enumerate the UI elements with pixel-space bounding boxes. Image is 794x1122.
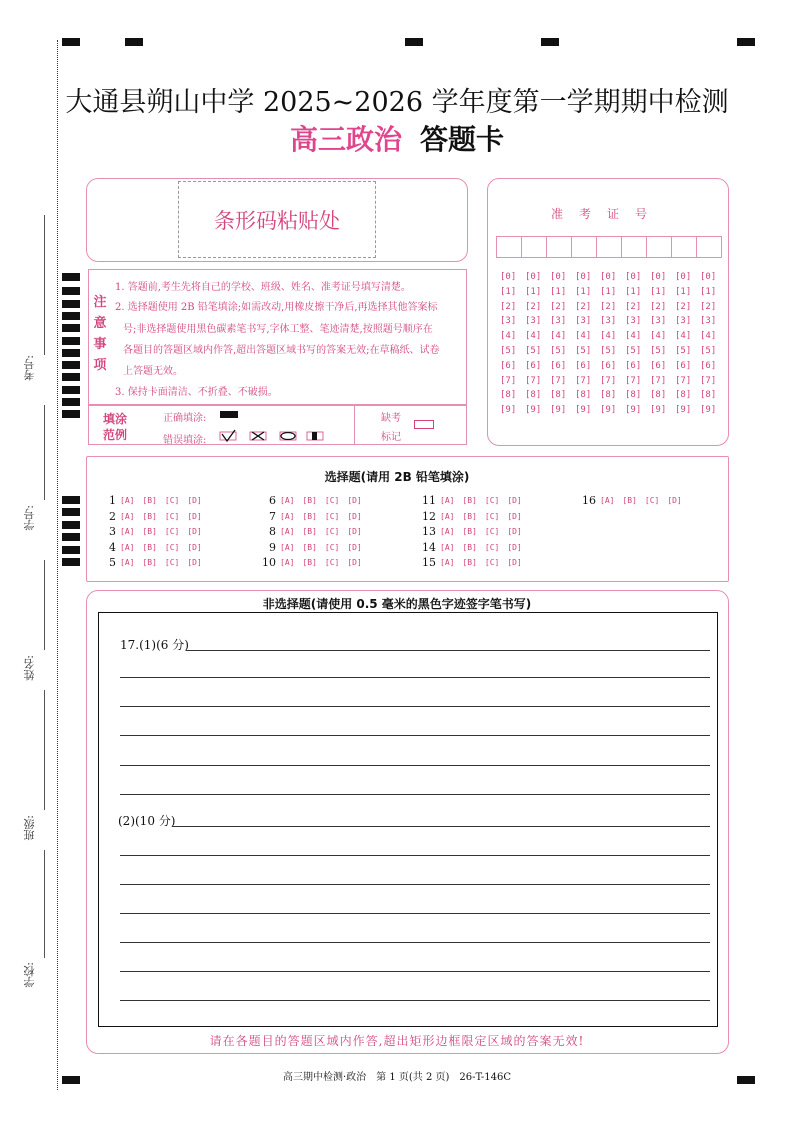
timing-mark	[62, 521, 80, 529]
writing-line[interactable]	[120, 794, 710, 795]
id-cell[interactable]	[646, 236, 672, 258]
fill-label-2: 范例	[103, 428, 128, 442]
question-number: 9	[269, 540, 276, 554]
writing-line[interactable]	[186, 650, 710, 651]
timing-mark	[737, 38, 755, 46]
digit-bubble[interactable]: [8]	[700, 390, 717, 401]
digit-bubble[interactable]: [9]	[525, 405, 542, 416]
timing-mark	[62, 496, 80, 504]
question-number: 6	[269, 494, 276, 507]
digit-bubble[interactable]: [2]	[675, 301, 692, 312]
digit-bubble[interactable]: [7]	[500, 375, 517, 386]
option-bubble[interactable]: [C]	[324, 558, 340, 567]
digit-bubble[interactable]: [2]	[575, 301, 592, 312]
digit-bubble[interactable]: [8]	[625, 390, 642, 401]
option-bubble[interactable]: [A]	[440, 511, 455, 521]
digit-bubble[interactable]: [8]	[500, 390, 517, 401]
choice-question	[100, 525, 210, 538]
id-cell[interactable]	[521, 236, 547, 258]
option-bubble[interactable]: [C]	[484, 558, 500, 567]
exam-id-title: 准考证号	[550, 207, 663, 221]
digit-bubble[interactable]: [0]	[575, 272, 592, 282]
option-bubble[interactable]: [D]	[347, 558, 362, 567]
choice-question	[420, 510, 530, 523]
digit-row	[500, 405, 725, 415]
choice-question	[100, 494, 210, 507]
digit-bubble[interactable]: [2]	[650, 301, 667, 312]
option-bubble[interactable]: [D]	[187, 527, 202, 536]
timing-mark	[62, 337, 80, 345]
option-bubble[interactable]: [A]	[600, 496, 615, 505]
digit-bubble[interactable]: [2]	[700, 301, 717, 312]
digit-bubble[interactable]: [7]	[650, 375, 667, 386]
timing-mark	[62, 546, 80, 554]
writing-line[interactable]	[172, 826, 710, 827]
digit-row	[500, 287, 725, 297]
digit-bubble[interactable]: [1]	[625, 286, 642, 297]
option-bubble[interactable]: [C]	[164, 527, 180, 536]
digit-bubble[interactable]: [7]	[675, 375, 692, 386]
option-bubble[interactable]: [D]	[187, 542, 202, 552]
digit-bubble[interactable]: [4]	[700, 331, 717, 342]
option-bubble[interactable]: [A]	[120, 542, 135, 552]
digit-bubble[interactable]: [4]	[575, 331, 592, 342]
timing-mark	[62, 361, 80, 369]
digit-bubble[interactable]: [3]	[575, 316, 592, 327]
option-bubble[interactable]: [B]	[142, 527, 157, 536]
option-bubble[interactable]: [D]	[507, 558, 522, 567]
option-bubble[interactable]: [A]	[440, 496, 455, 505]
option-bubble[interactable]: [B]	[142, 558, 157, 567]
digit-bubble[interactable]: [3]	[675, 316, 692, 327]
q17-part2-label: (2)(10 分)	[118, 814, 176, 828]
digit-bubble[interactable]: [0]	[500, 272, 517, 282]
note-line: 2. 选择题使用 2B 铅笔填涂;如需改动,用橡皮擦干净后,再选择其他答案标	[115, 302, 438, 313]
digit-bubble[interactable]: [6]	[625, 360, 642, 371]
digit-bubble[interactable]: [1]	[550, 286, 567, 297]
digit-row	[500, 346, 725, 356]
digit-bubble[interactable]: [2]	[525, 301, 542, 312]
digit-bubble[interactable]: [8]	[650, 390, 667, 401]
id-cell[interactable]	[546, 236, 572, 258]
option-bubble[interactable]: [C]	[644, 496, 660, 505]
note-line: 上答题无效。	[123, 366, 183, 377]
wrong-fill-label: 错误填涂:	[163, 435, 207, 446]
fill-label-1: 填涂	[103, 412, 128, 426]
option-bubble[interactable]: [A]	[280, 496, 295, 505]
notes-heading: 注 意 事 项	[93, 295, 107, 373]
option-bubble[interactable]: [B]	[302, 542, 317, 552]
digit-bubble[interactable]: [3]	[500, 316, 517, 327]
digit-bubble[interactable]: [7]	[625, 375, 642, 386]
digit-row	[500, 316, 725, 326]
digit-bubble[interactable]: [9]	[600, 405, 617, 416]
digit-bubble[interactable]: [1]	[575, 286, 592, 297]
option-bubble[interactable]: [D]	[187, 511, 202, 521]
option-bubble[interactable]: [C]	[484, 511, 500, 521]
digit-bubble[interactable]: [3]	[550, 316, 567, 327]
id-cell[interactable]	[621, 236, 647, 258]
digit-bubble[interactable]: [1]	[675, 286, 692, 297]
question-number: 12	[422, 509, 436, 523]
timing-mark	[62, 533, 80, 541]
digit-bubble[interactable]: [3]	[700, 316, 717, 327]
digit-bubble[interactable]: [5]	[675, 346, 692, 356]
option-bubble[interactable]: [C]	[484, 542, 500, 552]
digit-bubble[interactable]: [0]	[675, 272, 692, 282]
option-bubble[interactable]: [B]	[462, 558, 477, 567]
choice-question	[260, 510, 370, 523]
warning-text: 请在各题目的答题区域内作答,超出矩形边框限定区域的答案无效!	[209, 1034, 585, 1048]
digit-bubble[interactable]: [0]	[550, 272, 567, 282]
question-number: 11	[422, 494, 436, 507]
option-bubble[interactable]: [A]	[120, 527, 135, 536]
timing-mark	[62, 273, 80, 281]
digit-bubble[interactable]: [5]	[500, 346, 517, 356]
option-bubble[interactable]: [D]	[347, 511, 362, 521]
digit-bubble[interactable]: [6]	[600, 360, 617, 371]
option-bubble[interactable]: [D]	[667, 496, 682, 505]
option-bubble[interactable]: [A]	[280, 511, 295, 521]
option-bubble[interactable]: [B]	[142, 542, 157, 552]
note-line: 1. 答题前,考生先将自己的学校、班级、姓名、准考证号填写清楚。	[115, 282, 411, 293]
digit-bubble[interactable]: [6]	[575, 360, 592, 371]
exam-title: 大通县朔山中学 2025~2026 学年度第一学期期中检测	[65, 87, 729, 118]
digit-bubble[interactable]: [5]	[650, 346, 667, 356]
choice-question	[420, 556, 530, 569]
digit-bubble[interactable]: [6]	[525, 360, 542, 371]
option-bubble[interactable]: [C]	[324, 542, 340, 552]
option-bubble[interactable]: [A]	[120, 511, 135, 521]
option-bubble[interactable]: [B]	[462, 496, 477, 505]
choice-question	[260, 525, 370, 538]
exam-no-label: 考号:	[23, 355, 36, 381]
timing-mark	[62, 287, 80, 295]
choice-question	[260, 541, 370, 554]
option-bubble[interactable]: [C]	[484, 496, 500, 505]
digit-bubble[interactable]: [0]	[700, 272, 717, 282]
barcode-area: 条形码粘贴处	[178, 181, 376, 258]
timing-mark	[405, 38, 423, 46]
card-subtitle	[0, 118, 794, 158]
digit-bubble[interactable]: [8]	[550, 390, 567, 401]
digit-bubble[interactable]: [7]	[575, 375, 592, 386]
timing-mark	[62, 312, 80, 320]
choice-question	[420, 494, 530, 507]
question-number: 16	[582, 494, 596, 507]
digit-bubble[interactable]: [1]	[500, 286, 517, 297]
digit-bubble[interactable]: [7]	[700, 375, 717, 386]
timing-mark	[62, 410, 80, 418]
question-number: 4	[109, 540, 116, 554]
option-bubble[interactable]: [B]	[462, 527, 477, 536]
digit-bubble[interactable]: [8]	[675, 390, 692, 401]
option-bubble[interactable]: [C]	[164, 542, 180, 552]
digit-bubble[interactable]: [5]	[600, 346, 617, 356]
digit-bubble[interactable]: [5]	[575, 346, 592, 356]
question-number: 10	[262, 556, 276, 569]
writing-line[interactable]	[120, 677, 710, 678]
choice-question	[420, 525, 530, 538]
option-bubble[interactable]: [A]	[440, 527, 455, 536]
digit-bubble[interactable]: [4]	[650, 331, 667, 342]
question-number: 13	[422, 525, 436, 538]
absent-label-1: 缺考	[381, 413, 401, 424]
question-number: 7	[269, 509, 276, 523]
digit-bubble[interactable]: [3]	[650, 316, 667, 327]
digit-bubble[interactable]: [9]	[675, 405, 692, 416]
writing-line[interactable]	[120, 735, 710, 736]
writing-line[interactable]	[120, 942, 710, 943]
option-bubble[interactable]: [A]	[120, 496, 135, 505]
timing-mark	[62, 558, 80, 566]
option-bubble[interactable]: [C]	[484, 527, 500, 536]
correct-fill-sample	[220, 411, 238, 418]
digit-bubble[interactable]: [9]	[650, 405, 667, 416]
digit-bubble[interactable]: [4]	[550, 331, 567, 342]
digit-bubble[interactable]: [7]	[600, 375, 617, 386]
digit-bubble[interactable]: [1]	[650, 286, 667, 297]
question-number: 14	[422, 540, 436, 554]
page-footer: 高三期中检测·政治 第 1 页(共 2 页) 26-T-146C	[282, 1072, 512, 1083]
absent-label-2: 标记	[381, 432, 401, 443]
choice-question	[100, 541, 210, 554]
name-label: 姓名:	[23, 655, 36, 681]
wrong-fill-samples	[217, 428, 327, 444]
writing-line[interactable]	[120, 971, 710, 972]
choice-question	[100, 510, 210, 523]
digit-bubble[interactable]: [5]	[700, 346, 717, 356]
digit-bubble[interactable]: [6]	[700, 360, 717, 371]
option-bubble[interactable]: [A]	[440, 558, 455, 567]
option-bubble[interactable]: [D]	[507, 542, 522, 552]
option-bubble[interactable]: [B]	[622, 496, 637, 505]
timing-mark	[62, 386, 80, 394]
option-bubble[interactable]: [B]	[142, 496, 157, 505]
digit-bubble[interactable]: [3]	[600, 316, 617, 327]
timing-mark	[62, 373, 80, 381]
digit-bubble[interactable]: [2]	[600, 301, 617, 312]
digit-bubble[interactable]: [0]	[600, 272, 617, 282]
answer-frame[interactable]	[98, 612, 718, 1027]
digit-row	[500, 361, 725, 371]
digit-row	[500, 331, 725, 341]
question-number: 2	[109, 509, 116, 523]
digit-bubble[interactable]: [1]	[600, 286, 617, 297]
option-bubble[interactable]: [D]	[347, 542, 362, 552]
option-bubble[interactable]: [C]	[164, 558, 180, 567]
timing-mark	[62, 398, 80, 406]
digit-bubble[interactable]: [0]	[625, 272, 642, 282]
digit-bubble[interactable]: [7]	[525, 375, 542, 386]
digit-bubble[interactable]: [7]	[550, 375, 567, 386]
option-bubble[interactable]: [C]	[164, 496, 180, 505]
option-bubble[interactable]: [C]	[324, 511, 340, 521]
digit-bubble[interactable]: [3]	[525, 316, 542, 327]
digit-bubble[interactable]: [9]	[575, 405, 592, 416]
option-bubble[interactable]: [D]	[187, 558, 202, 567]
binding-line	[57, 40, 58, 1090]
timing-mark	[62, 38, 80, 46]
school-label: 学校:	[23, 962, 36, 988]
choice-question	[260, 494, 370, 507]
question-number: 3	[109, 525, 116, 538]
digit-bubble[interactable]: [9]	[700, 405, 717, 416]
digit-row	[500, 376, 725, 386]
exam-id-cells	[496, 236, 721, 258]
option-bubble[interactable]: [B]	[302, 496, 317, 505]
option-bubble[interactable]: [C]	[164, 511, 180, 521]
digit-bubble[interactable]: [8]	[525, 390, 542, 401]
class-label: 班级:	[23, 815, 36, 841]
digit-bubble[interactable]: [2]	[625, 301, 642, 312]
digit-bubble[interactable]: [9]	[625, 405, 642, 416]
digit-bubble[interactable]: [3]	[625, 316, 642, 327]
option-bubble[interactable]: [B]	[142, 511, 157, 521]
digit-bubble[interactable]: [4]	[600, 331, 617, 342]
digit-bubble[interactable]: [9]	[550, 405, 567, 416]
option-bubble[interactable]: [B]	[302, 558, 317, 567]
note-line: 各题目的答题区域内作答,超出答题区域书写的答案无效;在草稿纸、试卷	[123, 345, 440, 356]
option-bubble[interactable]: [C]	[324, 496, 340, 505]
id-cell[interactable]	[696, 236, 722, 258]
digit-bubble[interactable]: [4]	[525, 331, 542, 342]
option-bubble[interactable]: [C]	[324, 527, 340, 536]
digit-bubble[interactable]: [4]	[625, 331, 642, 342]
digit-bubble[interactable]: [8]	[600, 390, 617, 401]
option-bubble[interactable]: [A]	[120, 558, 135, 567]
seat-no-line	[44, 405, 45, 500]
timing-mark	[541, 38, 559, 46]
class-line	[44, 690, 45, 810]
option-bubble[interactable]: [D]	[507, 496, 522, 505]
option-bubble[interactable]: [D]	[347, 527, 362, 536]
choice-question	[580, 494, 690, 507]
option-bubble[interactable]: [B]	[462, 511, 477, 521]
non-choice-title: 非选择题(请使用 0.5 毫米的黑色字迹签字笔书写)	[262, 597, 532, 611]
q17-part1-label: 17.(1)(6 分)	[120, 638, 189, 652]
digit-bubble[interactable]: [8]	[575, 390, 592, 401]
option-bubble[interactable]: [D]	[507, 527, 522, 536]
id-cell[interactable]	[596, 236, 622, 258]
seat-no-label: 学号:	[23, 505, 36, 531]
digit-row	[500, 302, 725, 312]
card-label: 答题卡	[420, 123, 505, 156]
absent-mark-box[interactable]	[414, 420, 434, 429]
digit-row	[500, 390, 725, 400]
digit-bubble[interactable]: [6]	[675, 360, 692, 371]
digit-bubble[interactable]: [1]	[525, 286, 542, 297]
digit-bubble[interactable]: [2]	[500, 301, 517, 312]
id-cell[interactable]	[571, 236, 597, 258]
writing-line[interactable]	[120, 1000, 710, 1001]
subject-label: 高三政治	[289, 123, 402, 156]
school-line	[44, 850, 45, 958]
option-bubble[interactable]: [B]	[302, 527, 317, 536]
timing-mark	[62, 300, 80, 308]
option-bubble[interactable]: [A]	[280, 542, 295, 552]
question-number: 5	[109, 556, 116, 569]
fill-example-box	[88, 405, 467, 445]
writing-line[interactable]	[120, 706, 710, 707]
digit-bubble[interactable]: [0]	[525, 272, 542, 282]
option-bubble[interactable]: [B]	[302, 511, 317, 521]
timing-mark	[62, 349, 80, 357]
option-bubble[interactable]: [D]	[187, 496, 202, 505]
exam-no-line	[44, 215, 45, 355]
digit-bubble[interactable]: [4]	[500, 331, 517, 342]
divider	[354, 406, 355, 444]
digit-row	[500, 272, 725, 282]
digit-bubble[interactable]: [6]	[550, 360, 567, 371]
timing-mark	[62, 324, 80, 332]
writing-line[interactable]	[120, 884, 710, 885]
digit-bubble[interactable]: [9]	[500, 405, 517, 416]
question-number: 8	[269, 525, 276, 538]
digit-bubble[interactable]: [1]	[700, 286, 717, 297]
note-line: 3. 保持卡面清洁、不折叠、不破损。	[115, 387, 278, 398]
digit-bubble[interactable]: [6]	[650, 360, 667, 371]
option-bubble[interactable]: [A]	[440, 542, 455, 552]
digit-bubble[interactable]: [6]	[500, 360, 517, 371]
digit-bubble[interactable]: [5]	[625, 346, 642, 356]
writing-line[interactable]	[120, 913, 710, 914]
choice-question	[260, 556, 370, 569]
timing-mark	[62, 508, 80, 516]
digit-bubble[interactable]: [4]	[675, 331, 692, 342]
writing-line[interactable]	[120, 765, 710, 766]
correct-fill-label: 正确填涂:	[163, 413, 207, 424]
option-bubble[interactable]: [B]	[462, 542, 477, 552]
choice-question	[100, 556, 210, 569]
id-cell[interactable]	[671, 236, 697, 258]
option-bubble[interactable]: [D]	[347, 496, 362, 505]
digit-bubble[interactable]: [5]	[550, 346, 567, 356]
option-bubble[interactable]: [A]	[280, 558, 295, 567]
question-number: 1	[109, 494, 116, 507]
option-bubble[interactable]: [D]	[507, 511, 522, 521]
note-line: 号;非选择题使用黑色碳素笔书写,字体工整、笔迹清楚,按照题号顺序在	[123, 324, 433, 335]
timing-mark	[125, 38, 143, 46]
choice-title: 选择题(请用 2B 铅笔填涂)	[324, 470, 470, 484]
writing-line[interactable]	[120, 855, 710, 856]
digit-bubble[interactable]: [0]	[650, 272, 667, 282]
digit-bubble[interactable]: [2]	[550, 301, 567, 312]
choice-question	[420, 541, 530, 554]
id-cell[interactable]	[496, 236, 522, 258]
notes-box	[88, 269, 467, 405]
option-bubble[interactable]: [A]	[280, 527, 295, 536]
question-number: 15	[422, 556, 436, 569]
digit-bubble[interactable]: [5]	[525, 346, 542, 356]
